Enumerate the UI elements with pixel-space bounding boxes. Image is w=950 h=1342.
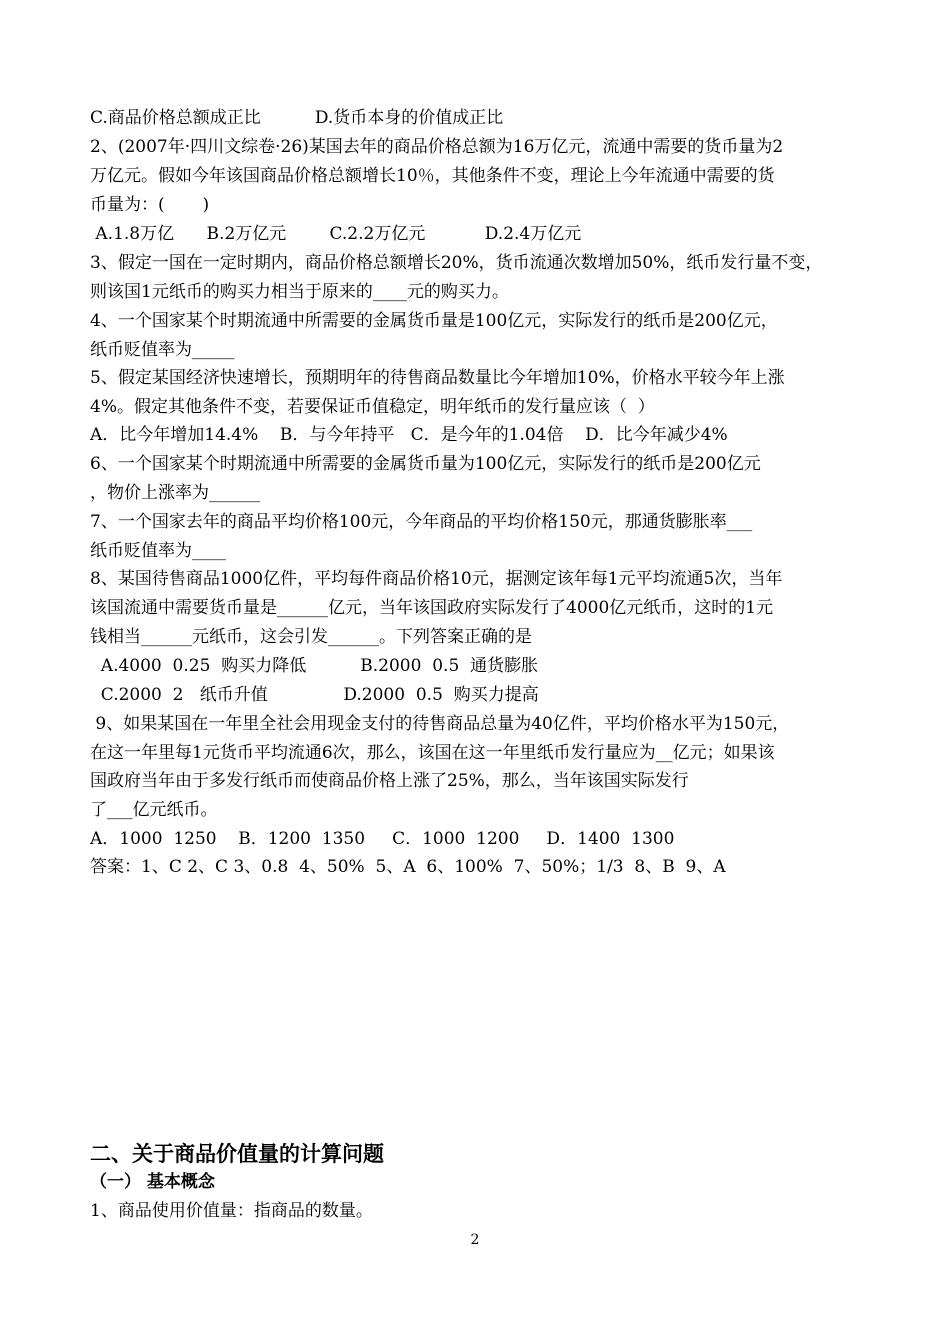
text-line: 了___亿元纸币。 [90, 800, 218, 820]
text-line: 9、如果某国在一年里全社会用现金支付的待售商品总量为40亿件，平均价格水平为150元， [90, 714, 790, 734]
text-line: 6、一个国家某个时期流通中所需要的金属货币量为100亿元，实际发行的纸币是200亿元 [90, 454, 761, 474]
text-line: 钱相当______元纸币，这会引发______。下列答案正确的是 [90, 627, 532, 647]
text-line: 4%。假定其他条件不变，若要保证币值稳定，明年纸币的发行量应该（ ） [90, 397, 655, 417]
page-number: 2 [470, 1232, 480, 1248]
section-heading: 二、关于商品价值量的计算问题 [90, 1142, 384, 1166]
text-line: C.2000 2 纸币升值 D.2000 0.5 购买力提高 [90, 685, 539, 705]
text-line: 4、一个国家某个时期流通中所需要的金属货币量是100亿元，实际发行的纸币是200亿元， [90, 311, 778, 331]
text-line: 国政府当年由于多发行纸币而使商品价格上涨了25%，那么，当年该国实际发行 [90, 771, 689, 791]
text-line: 币量为：( ) [90, 195, 210, 215]
text-line: 万亿元。假如今年该国商品价格总额增长10％，其他条件不变，理论上今年流通中需要的货 [90, 166, 775, 186]
text-line: C.商品价格总额成正比 D.货币本身的价值成正比 [90, 108, 504, 128]
text-line: 7、一个国家去年的商品平均价格100元，今年商品的平均价格150元，那通货膨胀率___ [90, 512, 753, 532]
text-line: 1、商品使用价值量：指商品的数量。 [90, 1201, 373, 1221]
text-line: 8、某国待售商品1000亿件，平均每件商品价格10元，据测定该年每1元平均流通5次，当年 [90, 569, 783, 589]
text-line: A．比今年增加14.4% B．与今年持平 C．是今年的1.04倍 D．比今年减少4% [90, 425, 728, 445]
text-line: 纸币贬值率为____ [90, 541, 226, 561]
text-line: 该国流通中需要货币量是______亿元，当年该国政府实际发行了4000亿元纸币，这时的1元 [90, 598, 774, 618]
text-line: 2、(2007年·四川文综卷·26)某国去年的商品价格总额为16万亿元，流通中需要的货币量为2 [90, 137, 784, 157]
text-line: 纸币贬值率为_____ [90, 340, 235, 360]
text-line: 则该国1元纸币的购买力相当于原来的____元的购买力。 [90, 282, 509, 302]
sub-heading: （一） 基本概念 [90, 1172, 215, 1192]
text-line: A.1.8万亿 B.2万亿元 C.2.2万亿元 D.2.4万亿元 [90, 224, 582, 244]
text-line: A.4000 0.25 购买力降低 B.2000 0.5 通货膨胀 [90, 656, 539, 676]
text-line: 5、假定某国经济快速增长，预期明年的待售商品数量比今年增加10%，价格水平较今年上涨 [90, 368, 785, 388]
text-line: 3、假定一国在一定时期内，商品价格总额增长20%，货币流通次数增加50%，纸币发行量不变， [90, 253, 823, 273]
text-line: A．1000 1250 B．1200 1350 C．1000 1200 D．1400 1300 [90, 829, 675, 849]
text-line: 在这一年里每1元货币平均流通6次，那么，该国在这一年里纸币发行量应为__亿元；如果该 [90, 743, 775, 763]
text-line: ，物价上涨率为______ [90, 483, 260, 503]
text-line: 答案：1、C 2、C 3、0.8 4、50% 5、A 6、100% 7、50%；1/3 8、B 9、A [90, 857, 726, 877]
